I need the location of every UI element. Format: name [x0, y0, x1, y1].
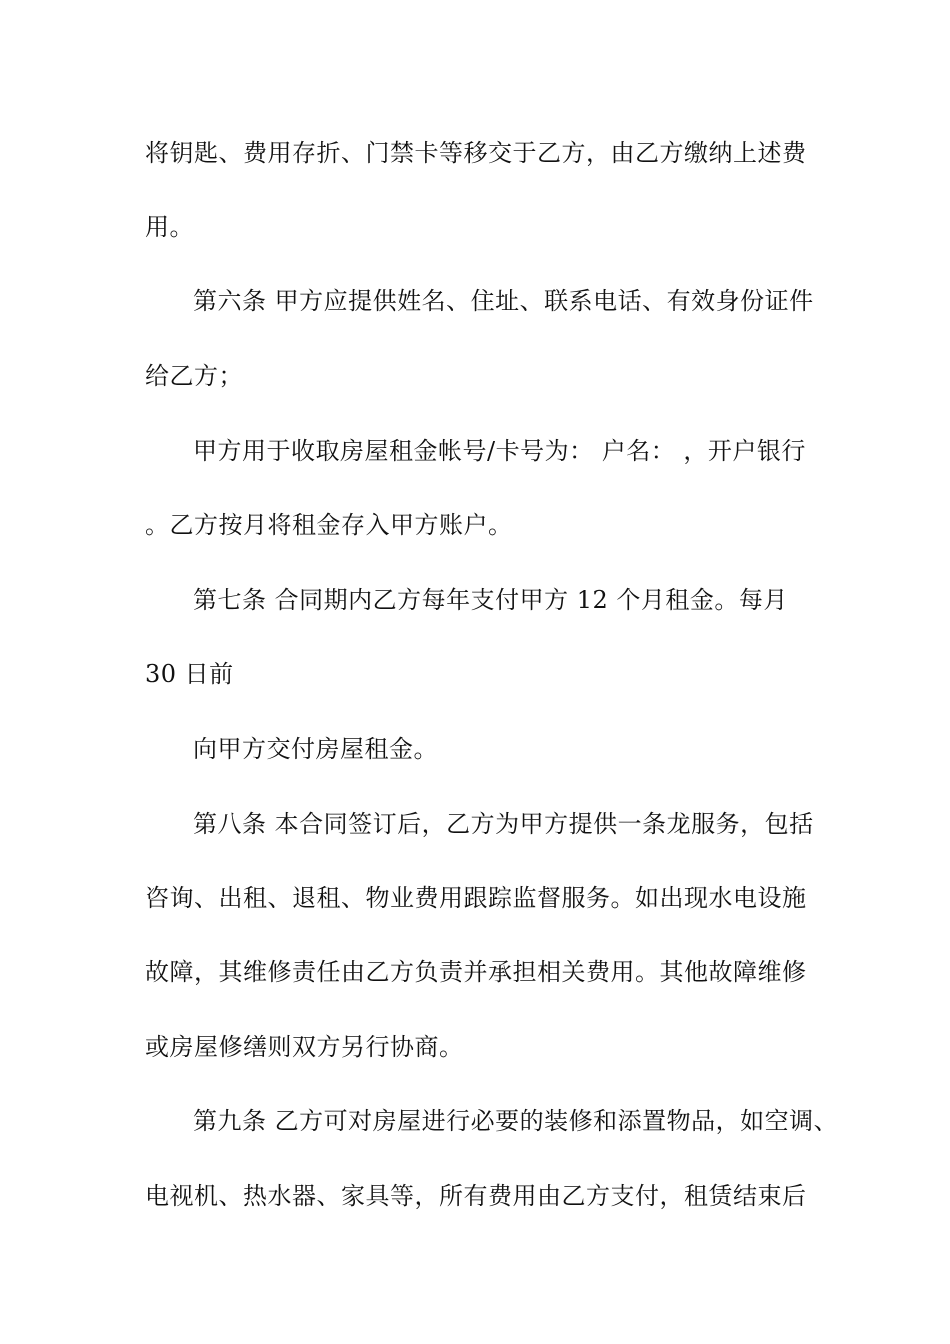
- article-6-line: 第六条 甲方应提供姓名、住址、联系电话、有效身份证件: [193, 287, 814, 315]
- text-line: 故障，其维修责任由乙方负责并承担相关费用。其他故障维修: [145, 958, 807, 986]
- account-line: 甲方用于收取房屋租金帐号/卡号为： 户名： ，开户银行: [193, 437, 806, 465]
- text-line: 给乙方；: [145, 362, 243, 390]
- article-9-line: 第九条 乙方可对房屋进行必要的装修和添置物品，如空调、: [193, 1107, 839, 1135]
- article-8-line: 第八条 本合同签订后，乙方为甲方提供一条龙服务，包括: [193, 810, 814, 838]
- text-line: 用。: [145, 213, 194, 241]
- text-line: 向甲方交付房屋租金。: [193, 735, 438, 763]
- text-line: 电视机、热水器、家具等，所有费用由乙方支付，租赁结束后: [145, 1182, 807, 1210]
- text-line: 30 日前: [145, 660, 234, 688]
- text-line: 咨询、出租、退租、物业费用跟踪监督服务。如出现水电设施: [145, 884, 807, 912]
- text-line: 。乙方按月将租金存入甲方账户。: [145, 511, 513, 539]
- article-7-line: 第七条 合同期内乙方每年支付甲方 12 个月租金。每月: [193, 586, 788, 614]
- text-line: 或房屋修缮则双方另行协商。: [145, 1033, 464, 1061]
- text-line: 将钥匙、费用存折、门禁卡等移交于乙方，由乙方缴纳上述费: [145, 139, 807, 167]
